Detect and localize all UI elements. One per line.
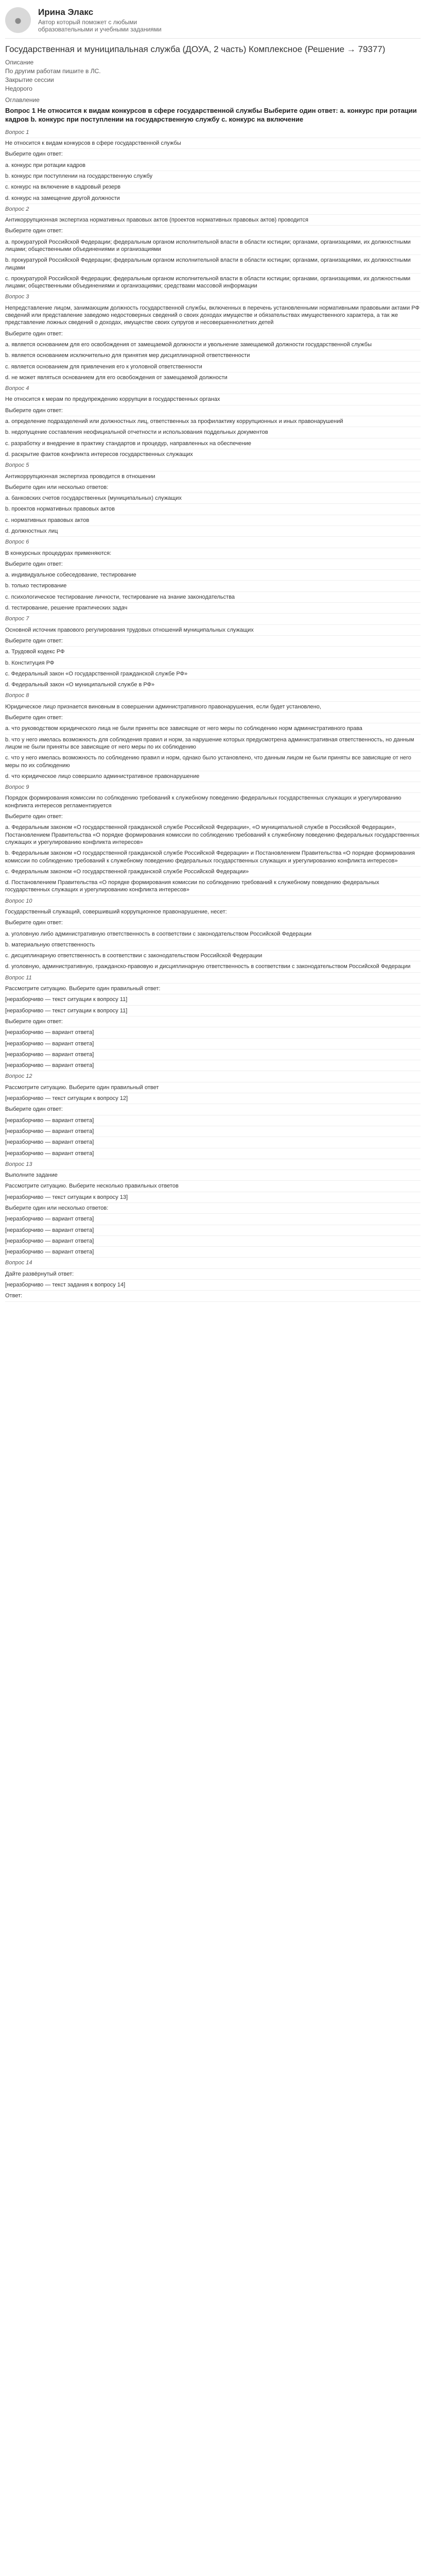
answer-option: c. является основанием для привлечения его к уголовной ответственности	[5, 362, 421, 372]
meta-link-session[interactable]	[5, 76, 421, 83]
answer-instruction: Выберите один ответ:	[5, 149, 421, 160]
answer-option: c. нормативных правовых актов	[5, 515, 421, 526]
answer-option: b. только тестирование	[5, 581, 421, 591]
answer-option: c. разработку и внедрение в практику стандартов и процедур, направленных на обеспечение	[5, 438, 421, 449]
answer-instruction: Выберите один ответ:	[5, 918, 421, 928]
answer-option: b. Конституция РФ	[5, 658, 421, 669]
answer-option: [неразборчиво — вариант ответа]	[5, 1126, 421, 1137]
answer-option: [неразборчиво — вариант ответа]	[5, 1115, 421, 1126]
answer-option: d. Постановлением Правительства «О порядке формирования комиссии по соблюдению требований к служебному поведению федеральных государственных служащих и урегулированию конфликта интересов»	[5, 877, 421, 896]
answer-option: a. банковских счетов государственных (муниципальных) служащих	[5, 493, 421, 504]
answer-option: b. Федеральным законом «О государственной гражданской службе Российской Федерации» и Постановлением Правительства «О порядке формирования комиссии по соблюдению требований к служебному поведению федеральных государственных служащих и урегулированию конфликта интересов»	[5, 848, 421, 867]
answer-option: b. материальную ответственность	[5, 940, 421, 951]
answer-option: [неразборчиво — текст ситуации к вопросу 11]	[5, 1006, 421, 1016]
question-label: Вопрос 13	[5, 1159, 421, 1170]
user-avatar-icon: ●	[14, 12, 22, 28]
author-info	[38, 7, 172, 33]
answer-option: a. Федеральным законом «О государственной гражданской службе Российской Федерации», «О муниципальной службе в Российской Федерации», Постановлением Правительства «О порядке формирования комиссии по соблюдению требований к служебному поведению федеральных государственных служащих и урегулированию конфликта интересов»	[5, 822, 421, 848]
session-link[interactable]: Закрытие сессии	[5, 76, 54, 83]
answer-option: d. раскрытие фактов конфликта интересов государственных служащих	[5, 449, 421, 460]
answer-option: a. уголовную либо административную ответственность в соответствии с законодательством Российской Федерации	[5, 929, 421, 940]
question-prompt: Дайте развёрнутый ответ:	[5, 1269, 421, 1280]
question-prompt: Не относится к видам конкурсов в сфере государственной службы	[5, 138, 421, 149]
document-title: Государственная и муниципальная служба (ДОУА, 2 часть) Комплексное (Решение → 79377)	[5, 44, 386, 54]
answer-option: [неразборчиво — вариант ответа]	[5, 1225, 421, 1236]
answer-option: [неразборчиво — текст ситуации к вопросу 13]	[5, 1192, 421, 1203]
answer-option: [неразборчиво — вариант ответа]	[5, 1137, 421, 1148]
answer-instruction: Выберите один ответ:	[5, 559, 421, 570]
answer-instruction: Выберите один ответ:	[5, 1016, 421, 1027]
answer-instruction: Выберите один ответ:	[5, 405, 421, 416]
meta-link-cheap[interactable]	[5, 85, 421, 92]
answer-option: [неразборчиво — вариант ответа]	[5, 1027, 421, 1038]
answer-option: d. тестирование, решение практических задач	[5, 603, 421, 614]
question-prompt: Государственный служащий, совершивший коррупционное правонарушение, несет:	[5, 907, 421, 918]
question-prompt: Рассмотрите ситуацию. Выберите один правильный ответ:	[5, 984, 421, 994]
table-of-contents-label: Оглавление	[5, 96, 40, 104]
question-prompt: Антикоррупционная экспертиза проводится в отношении	[5, 471, 421, 482]
answer-option: a. что руководством юридического лица не были приняты все зависящие от него меры по соблюдению норм административного права	[5, 723, 421, 734]
question-prompt: Непредставление лицом, занимающим должность государственной службы, включенных в перечень установленными нормативными правовыми актами РФ сведений или представление заведомо недостоверных сведений о своих доходах имуществе и обязательствах имущественного характера, а так же представление ложных сведений о доходах, имуществе своих супругов и несовершеннолетних детей	[5, 303, 421, 329]
question-prompt: В конкурсных процедурах применяются:	[5, 548, 421, 559]
question-label: Вопрос 8	[5, 690, 421, 701]
answer-option: d. конкурс на замещение другой должности	[5, 193, 421, 204]
question-label: Вопрос 7	[5, 614, 421, 624]
answer-option: [неразборчиво — вариант ответа]	[5, 1039, 421, 1049]
question-label: Вопрос 12	[5, 1071, 421, 1082]
answer-option: b. что у него имелась возможность для соблюдения правил и норм, за нарушение которых предусмотрена административная ответственность, но данным лицом не были приняты все зависящие от него меры по их соблюдению	[5, 735, 421, 753]
answer-option: a. прокуратурой Российской Федерации; федеральным органом исполнительной власти в области юстиции; органами, организациями, их должностными лицами; общественными объединениями и организациями	[5, 237, 421, 256]
question-prompt: Юридическое лицо признается виновным в совершении административного правонарушения, если будет установлено,	[5, 702, 421, 713]
answer-option: a. является основанием для его освобождения от замещаемой должности и увольнение замещаемой должности государственной службы	[5, 340, 421, 350]
answer-option: [неразборчиво — текст ситуации к вопросу 11]	[5, 994, 421, 1005]
cheap-link[interactable]: Недорого	[5, 84, 32, 92]
question-prompt: Не относится к мерам по предупреждению коррупции в государственных органах	[5, 394, 421, 405]
answer-option: [неразборчиво — вариант ответа]	[5, 1214, 421, 1225]
answer-option: b. конкурс при поступлении на государственную службу	[5, 171, 421, 182]
answer-instruction: Выберите один ответ:	[5, 713, 421, 723]
answer-instruction: Выберите один или несколько ответов:	[5, 1203, 421, 1214]
question-list	[5, 127, 421, 1302]
answer-instruction: Выберите один ответ:	[5, 811, 421, 822]
author-name[interactable]: Ирина Элакс	[38, 7, 94, 17]
avatar[interactable]	[5, 7, 31, 33]
answer-option: a. определение подразделений или должностных лиц, ответственных за профилактику коррупционных и иных правонарушений	[5, 416, 421, 427]
answer-option: [неразборчиво — текст задания к вопросу 14]	[5, 1280, 421, 1291]
question-prompt: Выполните задание	[5, 1170, 421, 1181]
answer-option: c. что у него имелась возможность по соблюдению правил и норм, однако было установлено, что данным лицом не были приняты все зависящие от него меры по их соблюдению	[5, 753, 421, 771]
answer-option: [неразборчиво — вариант ответа]	[5, 1148, 421, 1159]
answer-option: d. должностных лиц	[5, 526, 421, 537]
question-label: Вопрос 2	[5, 204, 421, 215]
answer-option: Рассмотрите ситуацию. Выберите несколько правильных ответов	[5, 1181, 421, 1192]
question-label: Вопрос 14	[5, 1258, 421, 1268]
answer-option: d. уголовную, административную, гражданско-правовую и дисциплинарную ответственность в соответствии с законодательством Российской Федерации	[5, 961, 421, 972]
answer-option: [неразборчиво — вариант ответа]	[5, 1049, 421, 1060]
answer-option: b. проектов нормативных правовых актов	[5, 504, 421, 515]
answer-instruction: Выберите один ответ:	[5, 226, 421, 236]
answer-instruction: Выберите один ответ:	[5, 636, 421, 647]
question-prompt: Антикоррупционная экспертиза нормативных правовых актов (проектов нормативных правовых актов) проводится	[5, 215, 421, 226]
question-label: Вопрос 6	[5, 537, 421, 548]
question-label: Вопрос 1	[5, 127, 421, 138]
answer-option: d. что юридическое лицо совершило административное правонарушение	[5, 771, 421, 782]
answer-option: b. недопущение составления неофициальной отчетности и использования поддельных документов	[5, 427, 421, 438]
answer-option: b. является основанием исключительно для принятия мер дисциплинарной ответственности	[5, 350, 421, 361]
answer-option: d. не может являться основанием для его освобождения от замещаемой должности	[5, 372, 421, 383]
question-prompt: Рассмотрите ситуацию. Выберите один правильный ответ	[5, 1082, 421, 1093]
question-label: Вопрос 11	[5, 973, 421, 984]
answer-option: c. конкурс на включение в кадровый резерв	[5, 182, 421, 193]
question-label: Вопрос 10	[5, 896, 421, 907]
answer-option: [неразборчиво — вариант ответа]	[5, 1060, 421, 1071]
meta-description-label: Описание	[5, 58, 34, 66]
question-label: Вопрос 4	[5, 383, 421, 394]
answer-option: [неразборчиво — текст ситуации к вопросу 12]	[5, 1093, 421, 1104]
answer-instruction: Выберите один ответ:	[5, 329, 421, 340]
question-label: Вопрос 9	[5, 782, 421, 793]
answer-option: c. прокуратурой Российской Федерации; федеральным органом исполнительной власти в области юстиции; органами, организациями, их должностными лицами; общественными объединениями и организациями; средствами массовой информации	[5, 274, 421, 292]
question-label: Вопрос 3	[5, 292, 421, 302]
answer-option: [неразборчиво — вариант ответа]	[5, 1247, 421, 1258]
answer-option: c. Федеральным законом «О государственной гражданской службе Российской Федерации»	[5, 867, 421, 877]
answer-option: a. конкурс при ротации кадров	[5, 160, 421, 171]
question-prompt: Порядок формирования комиссии по соблюдению требований к служебному поведению федеральных государственных служащих и урегулированию конфликта интересов регламентируется	[5, 793, 421, 811]
answer-option: a. Трудовой кодекс РФ	[5, 647, 421, 657]
answer-option: d. Федеральный закон «О муниципальной службе в РФ»	[5, 680, 421, 690]
answer-option: c. психологическое тестирование личности, тестирование на знание законодательства	[5, 592, 421, 603]
answer-option: c. дисциплинарную ответственность в соответствии с законодательством Российской Федерации	[5, 951, 421, 961]
author-header	[5, 4, 421, 39]
answer-instruction: Ответ:	[5, 1291, 421, 1301]
question-prompt: Основной источник правового регулирования трудовых отношений муниципальных служащих	[5, 625, 421, 636]
first-question-title: Вопрос 1 Не относится к видам конкурсов в сфере государственной службы Выберите один ответ: а. конкурс при ротации кадров b. конкурс при поступлении на государственную службу с. конкурс на включение	[5, 106, 417, 123]
answer-option: [неразборчиво — вариант ответа]	[5, 1236, 421, 1247]
answer-instruction: Выберите один или несколько ответов:	[5, 482, 421, 493]
answer-instruction: Выберите один ответ:	[5, 1104, 421, 1115]
question-label: Вопрос 5	[5, 460, 421, 471]
author-description: Автор который поможет с любыми образовательными и учебными заданиями	[38, 19, 162, 33]
answer-option: a. индивидуальное собеседование, тестирование	[5, 570, 421, 581]
meta-contact-note: По другим работам пишите в ЛС.	[5, 67, 101, 75]
answer-option: b. прокуратурой Российской Федерации; федеральным органом исполнительной власти в области юстиции; органами, организациями, их должностными лицами	[5, 255, 421, 274]
answer-option: c. Федеральный закон «О государственной гражданской службе РФ»	[5, 669, 421, 680]
